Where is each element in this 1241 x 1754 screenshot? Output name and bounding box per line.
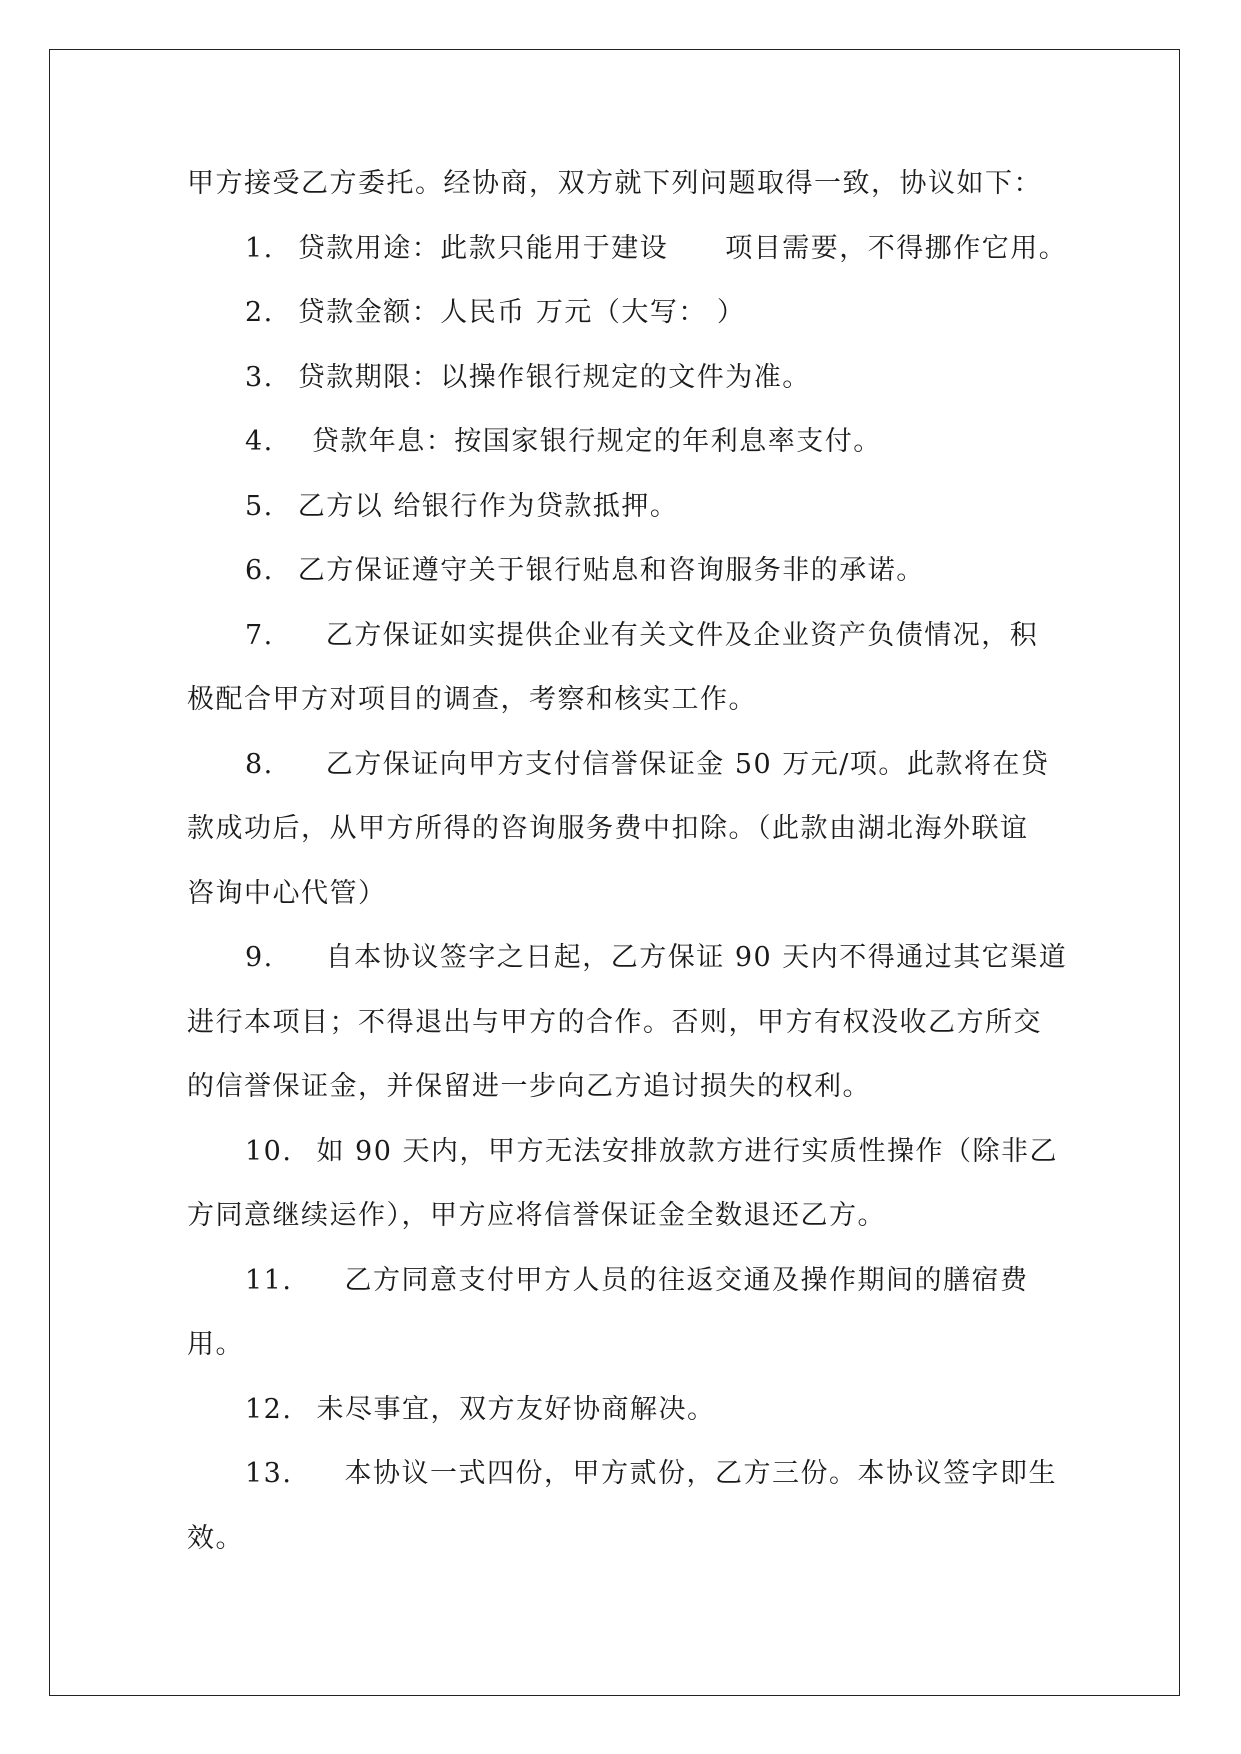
clause-8-continuation: 咨询中心代管） (187, 877, 387, 909)
clause-number: 8. (245, 748, 274, 780)
clause-6 (187, 539, 1057, 604)
clause-number: 12. (245, 1393, 293, 1425)
clause-13-continuation: 效。 (187, 1522, 244, 1554)
clause-number: 13. (245, 1458, 293, 1489)
clause-number: 2. (245, 297, 274, 328)
clause-number: 9. (245, 942, 274, 973)
clause-9 (187, 926, 1068, 991)
clause-3 (187, 346, 1057, 411)
clause-13 (187, 1442, 1057, 1507)
clause-10-continuation: 方同意继续运作），甲方应将信誉保证金全数退还乙方。 (187, 1200, 886, 1231)
clause-text: 贷款金额：人民币 万元（大写： ） (297, 297, 746, 328)
clause-4 (187, 410, 1057, 475)
clause-number: 11. (245, 1264, 293, 1296)
clause-text: 自本协议签字之日起，乙方保证 90 天内不得通过其它渠道 (325, 942, 1068, 973)
clause-11 (187, 1249, 1057, 1314)
clause-text: 乙方以 给银行作为贷款抵押。 (297, 490, 679, 522)
clause-text: 如 90 天内，甲方无法安排放款方进行实质性操作（除非乙 (316, 1135, 1058, 1167)
clause-12 (187, 1378, 1057, 1443)
clause-8-continuation: 款成功后，从甲方所得的咨询服务费中扣除。（此款由湖北海外联谊 (187, 813, 1029, 844)
clause-number: 1. (245, 232, 274, 264)
clause-number: 6. (245, 555, 274, 586)
clause-text: 未尽事宜，双方友好协商解决。 (316, 1393, 716, 1425)
clause-text: 贷款年息：按国家银行规定的年利息率支付。 (311, 426, 882, 457)
clause-number: 5. (245, 490, 274, 522)
clause-text: 乙方保证遵守关于银行贴息和咨询服务非的承诺。 (297, 555, 925, 586)
clause-number: 7. (245, 619, 274, 651)
clause-11-continuation: 用。 (187, 1329, 244, 1360)
clause-text: 本协议一式四份，甲方贰份，乙方三份。本协议签字即生 (344, 1458, 1057, 1489)
clause-7-continuation: 极配合甲方对项目的调查，考察和核实工作。 (187, 684, 757, 715)
clause-text: 贷款期限：以操作银行规定的文件为准。 (297, 361, 811, 393)
clause-number: 4. (245, 426, 274, 457)
clause-text: 乙方保证如实提供企业有关文件及企业资产负债情况，积 (325, 619, 1039, 651)
clause-1 (187, 217, 1068, 282)
clause-number: 10. (245, 1135, 293, 1167)
intro-paragraph: 甲方接受乙方委托。经协商，双方就下列问题取得一致，协议如下： (187, 168, 1042, 199)
clause-text: 乙方同意支付甲方人员的往返交通及操作期间的膳宿费 (344, 1264, 1029, 1296)
clause-5 (187, 475, 1057, 540)
agreement-body (187, 152, 1068, 1571)
clause-7 (187, 604, 1057, 669)
clause-text: 乙方保证向甲方支付信誉保证金 50 万元/项。此款将在贷 (325, 748, 1050, 780)
clause-9-continuation: 进行本项目；不得退出与甲方的合作。否则，甲方有权没收乙方所交 (187, 1006, 1042, 1038)
clause-2 (187, 281, 1057, 346)
clause-8 (187, 733, 1057, 798)
clause-9-continuation: 的信誉保证金，并保留进一步向乙方追讨损失的权利。 (187, 1071, 871, 1102)
clause-10 (187, 1120, 1057, 1185)
clause-text: 贷款用途：此款只能用于建设 项目需要，不得挪作它用。 (297, 232, 1068, 264)
clause-number: 3. (245, 361, 274, 393)
